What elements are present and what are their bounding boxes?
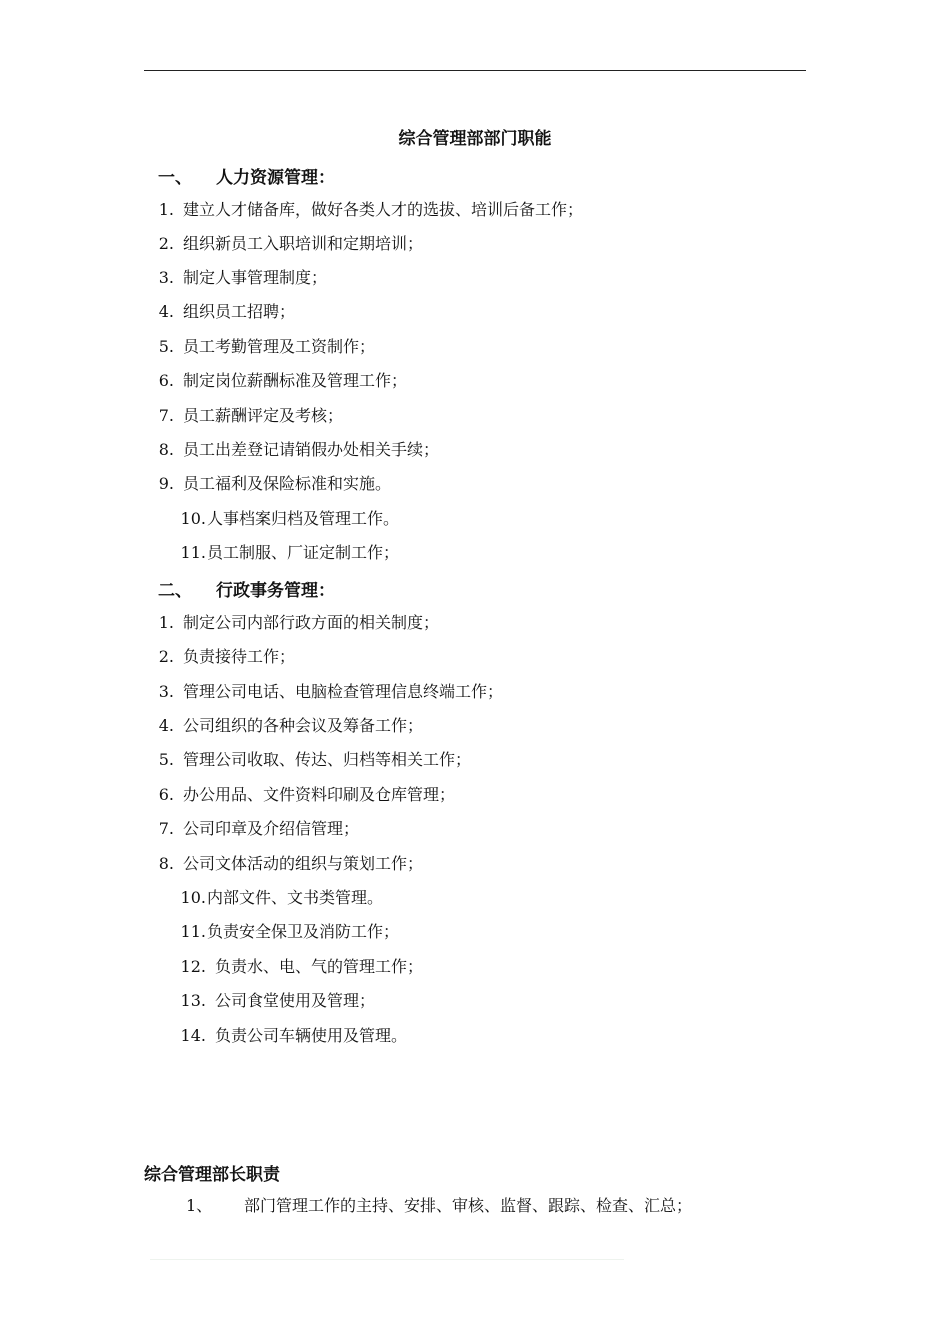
list-item: 5. 管理公司收取、传达、归档等相关工作；	[158, 750, 472, 769]
list-item: 14. 负责公司车辆使用及管理。	[180, 1026, 408, 1045]
list-item: 1. 制定公司内部行政方面的相关制度；	[158, 613, 440, 632]
duty-item: 1、 部门管理工作的主持、安排、审核、监督、跟踪、检查、汇总；	[186, 1196, 693, 1215]
list-item: 4. 组织员工招聘；	[158, 302, 296, 321]
section-admin-heading	[158, 576, 335, 601]
list-item: 6. 制定岗位薪酬标准及管理工作；	[158, 371, 408, 390]
list-item: 7. 公司印章及介绍信管理；	[158, 819, 360, 838]
section-heading-text: 人力资源管理：	[216, 168, 335, 188]
list-item: 1. 建立人才储备库，做好各类人才的选拔、培训后备工作；	[158, 200, 584, 219]
list-item: 5. 员工考勤管理及工资制作；	[158, 337, 376, 356]
section-number: 一、	[158, 168, 192, 188]
section-heading-text: 行政事务管理：	[216, 581, 335, 601]
list-item: 10.内部文件、文书类管理。	[180, 888, 384, 907]
list-item: 4. 公司组织的各种会议及筹备工作；	[158, 716, 424, 735]
list-item: 12. 负责水、电、气的管理工作；	[180, 957, 424, 976]
section-hr-heading	[158, 163, 335, 188]
list-item: 10.人事档案归档及管理工作。	[180, 509, 400, 528]
list-item: 7. 员工薪酬评定及考核；	[158, 406, 344, 425]
footer-rule	[150, 1259, 624, 1260]
header-rule	[144, 70, 806, 71]
list-item: 2. 组织新员工入职培训和定期培训；	[158, 234, 424, 253]
list-item: 11.员工制服、厂证定制工作；	[180, 543, 400, 562]
list-item: 8. 公司文体活动的组织与策划工作；	[158, 854, 424, 873]
list-item: 9. 员工福利及保险标准和实施。	[158, 474, 392, 493]
list-item: 3. 管理公司电话、电脑检查管理信息终端工作；	[158, 682, 504, 701]
list-item: 13. 公司食堂使用及管理；	[180, 991, 376, 1010]
list-item: 6. 办公用品、文件资料印刷及仓库管理；	[158, 785, 456, 804]
manager-duties-heading: 综合管理部长职责	[144, 1165, 280, 1185]
list-item: 2. 负责接待工作；	[158, 647, 296, 666]
section-number: 二、	[158, 581, 192, 601]
list-item: 3. 制定人事管理制度；	[158, 268, 328, 287]
page-title: 综合管理部部门职能	[398, 129, 552, 149]
list-item: 11.负责安全保卫及消防工作；	[180, 922, 400, 941]
list-item: 8. 员工出差登记请销假办处相关手续；	[158, 440, 440, 459]
